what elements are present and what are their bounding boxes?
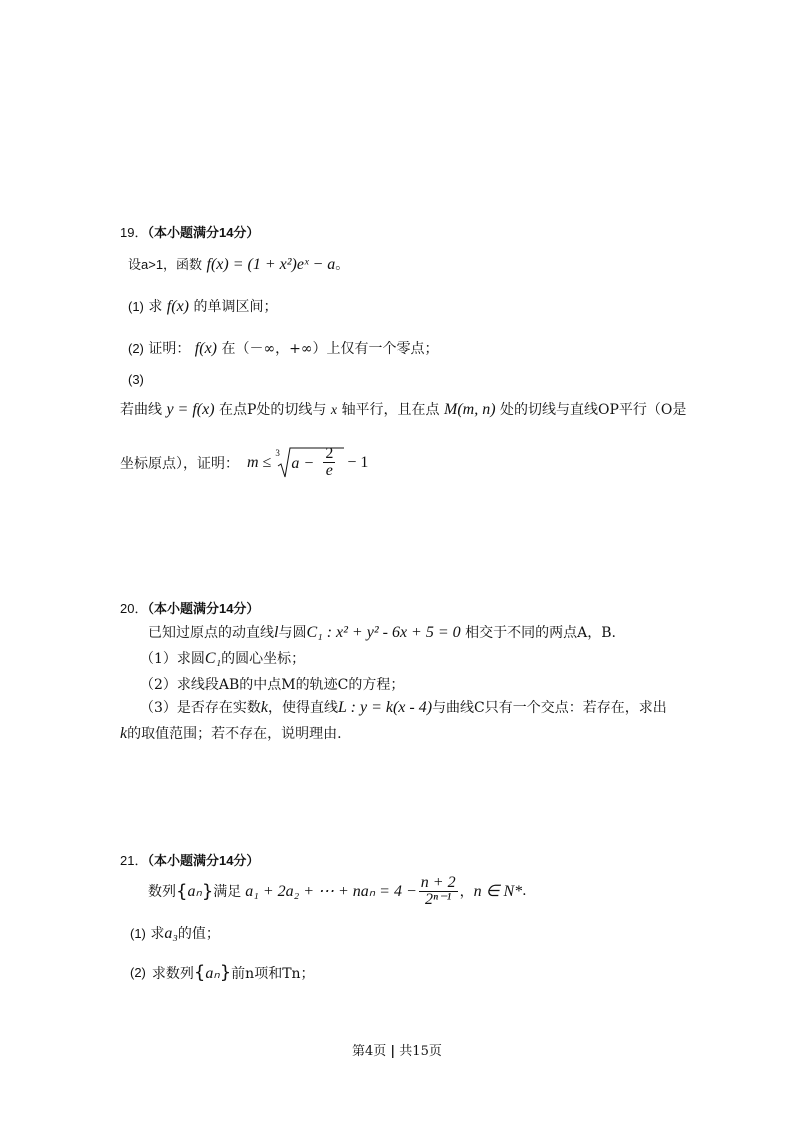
q19-part3-point-m: M(m, n) [444, 401, 496, 418]
q19-root-fraction [323, 446, 335, 479]
q19-part3-text-a: 若曲线 [120, 402, 162, 418]
q21-period: . [522, 883, 527, 899]
q20-part3-line-equation: L : y = k(x - 4) [338, 699, 433, 716]
q20-part1-text-a: （1）求圆 [140, 651, 205, 667]
q19-part1-fx: f(x) [166, 298, 189, 315]
q20-text-b: 与圆 [278, 625, 307, 641]
q19-part3-text-e: 坐标原点），证明： [120, 456, 239, 472]
q19-part1-text-b: 的单调区间； [193, 299, 278, 315]
q21-text-a: 数列 [148, 884, 176, 900]
q19-part1-text-a: 求 [148, 299, 163, 315]
q19-part2-text-a: 证明： [148, 341, 191, 357]
q20-circle-equation: C₁ : x² + y² - 6x + 5 = 0 [306, 624, 461, 641]
q21-part2-brace-close: } [219, 962, 232, 983]
q19-part2 [128, 338, 439, 358]
q19-part3-x: x [330, 403, 338, 418]
q21-part1-text-b: 的值； [177, 926, 220, 942]
q21-comma: ， [459, 884, 474, 900]
q21-heading [120, 850, 259, 869]
q19-part2-text-b: 在（－∞，+∞）上仅有一个零点； [221, 341, 439, 357]
q19-part3-text-d: 处的切线与直线OP平行（O是 [500, 402, 687, 418]
q19-part2-label: (2) [128, 341, 144, 356]
q19-part3-curve: y = f(x) [166, 401, 215, 418]
q19-intro [128, 254, 349, 274]
q20-part3-k2: k [120, 725, 128, 742]
q21-seq-brace-open: { [176, 880, 188, 902]
q20-part1-c1: C₁ [204, 650, 222, 667]
q19-part3-m-le: m ≤ [247, 454, 272, 471]
q21-part2-text-b: 前n项和Tn； [231, 965, 315, 982]
q19-part3-line1 [120, 399, 686, 419]
q19-cube-root [275, 446, 345, 480]
q19-function-formula: f(x) = (1 + x²)eˣ − a [206, 256, 336, 273]
q21-title: （本小题满分14分） [147, 853, 260, 868]
q19-minus-one: − 1 [347, 454, 369, 471]
q20-part3-k: k [260, 699, 269, 716]
q21-part1-a3: a₃ [164, 925, 178, 942]
q20-line-l: l [274, 624, 279, 641]
q20-part1-text-b: 的圆心坐标； [221, 651, 306, 667]
q19-part1-label: (1) [128, 299, 144, 314]
q21-part1-text-a: 求 [150, 926, 165, 942]
q20-part3-cont [120, 723, 342, 743]
q21-part2-text-a: 求数列 [151, 965, 194, 982]
q21-part2 [130, 962, 315, 983]
q21-fraction-num: n + 2 [420, 873, 456, 891]
q20-text-c: 相交于不同的两点A，B. [465, 625, 616, 641]
q20-title: （本小题满分14分） [147, 601, 260, 616]
q21-fraction-den: 2ⁿ⁻¹ [425, 890, 452, 908]
q21-number: 21． [120, 853, 148, 868]
q20-text-a: 已知过原点的动直线 [148, 625, 274, 641]
footer-total: 共15页 [399, 1044, 442, 1059]
q20-part1 [140, 648, 305, 668]
q19-intro-prefix: 设a>1，函数 [128, 257, 203, 272]
q19-part3-text-b: 在点P处的切线与 [219, 402, 327, 418]
footer-page: 第4页 [352, 1044, 387, 1059]
q21-part2-label: (2) [130, 965, 146, 980]
q21-part1 [130, 923, 220, 943]
q20-part3-text-d: 的取值范围；若不存在，说明理由. [127, 726, 342, 742]
q19-root-index: 3 [275, 448, 280, 458]
q19-part3-text-c: 轴平行，且在点 [341, 402, 440, 418]
q21-seq-brace-close: } [201, 880, 214, 902]
q19-fraction-den: e [325, 462, 333, 479]
q21-part1-label: (1) [130, 926, 146, 941]
q20-part3-text-a: （3）是否存在实数 [140, 700, 261, 716]
q21-part2-brace-open: { [193, 962, 206, 983]
q19-fraction-num: 2 [325, 445, 334, 462]
q21-part2-seq: aₙ [205, 964, 220, 982]
q19-part3-line2 [120, 443, 368, 483]
q20-part3 [140, 697, 667, 717]
q21-seq: aₙ [187, 883, 202, 900]
q19-part3-label: (3) [128, 372, 144, 387]
q20-number: 20． [120, 601, 148, 616]
q21-text-b: 满足 [213, 884, 242, 900]
q21-sum-formula: a₁ + 2a₂ + ⋯ + naₙ = 4 − [245, 883, 417, 900]
q19-part1 [128, 296, 277, 316]
q19-title: （本小题满分14分） [147, 225, 260, 240]
q19-root-a: a − [291, 455, 315, 472]
q20-heading [120, 598, 259, 617]
q19-part2-fx: f(x) [194, 340, 217, 357]
footer-separator: | [390, 1044, 396, 1059]
q20-part2: （2）求线段AB的中点M的轨迹C的方程； [140, 677, 405, 693]
q21-domain: n ∈ N* [473, 883, 523, 900]
q20-line1 [148, 622, 616, 642]
q19-heading [120, 222, 259, 241]
q20-part3-text-c: 与曲线C只有一个交点：若存在，求出 [432, 700, 667, 716]
q19-number: 19． [120, 225, 148, 240]
q20-part3-text-b: ，使得直线 [268, 700, 339, 716]
q21-line1 [148, 872, 527, 910]
q21-fraction [419, 875, 458, 908]
page-footer [352, 1040, 442, 1059]
q19-intro-suffix: 。 [335, 257, 350, 273]
